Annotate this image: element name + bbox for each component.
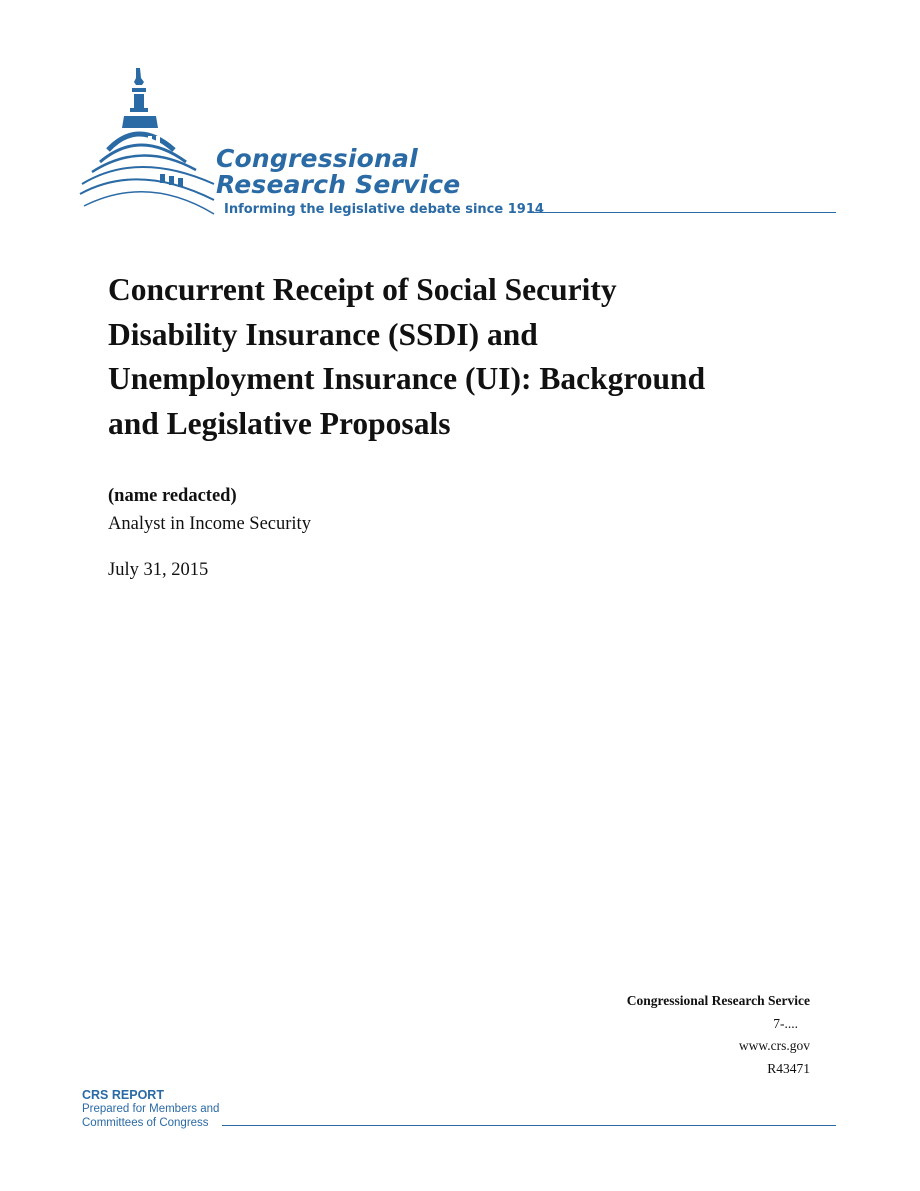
report-number: R43471 xyxy=(767,1060,810,1076)
author-position: Analyst in Income Security xyxy=(108,514,311,534)
title-line-3: Unemployment Insurance (UI): Background xyxy=(108,361,706,396)
capitol-dome-icon xyxy=(78,66,218,216)
footer-divider xyxy=(222,1125,836,1126)
report-title xyxy=(108,268,828,446)
footer-block xyxy=(82,1088,219,1130)
author-name: (name redacted) xyxy=(108,486,237,506)
title-line-1: Concurrent Receipt of Social Security xyxy=(108,272,617,307)
logo-divider xyxy=(532,212,836,213)
crs-logo xyxy=(78,66,838,226)
publisher-org: Congressional Research Service xyxy=(626,993,810,1008)
logo-tagline: Informing the legislative debate since 1914 xyxy=(224,202,544,217)
author-block xyxy=(108,482,311,538)
footer-label: CRS REPORT xyxy=(82,1088,164,1102)
publisher-block xyxy=(627,990,810,1080)
footer-line-2: Committees of Congress xyxy=(82,1117,209,1129)
title-line-2: Disability Insurance (SSDI) and xyxy=(108,316,538,352)
report-date: July 31, 2015 xyxy=(108,560,209,580)
publisher-phone: 7-.... xyxy=(773,1015,798,1031)
logo-line-1: Congressional xyxy=(216,144,418,173)
logo-wordmark xyxy=(216,146,460,198)
publisher-url[interactable]: www.crs.gov xyxy=(738,1038,810,1053)
logo-line-2: Research Service xyxy=(216,170,461,199)
title-line-4: and Legislative Proposals xyxy=(108,405,451,441)
footer-line-1: Prepared for Members and xyxy=(82,1103,220,1115)
